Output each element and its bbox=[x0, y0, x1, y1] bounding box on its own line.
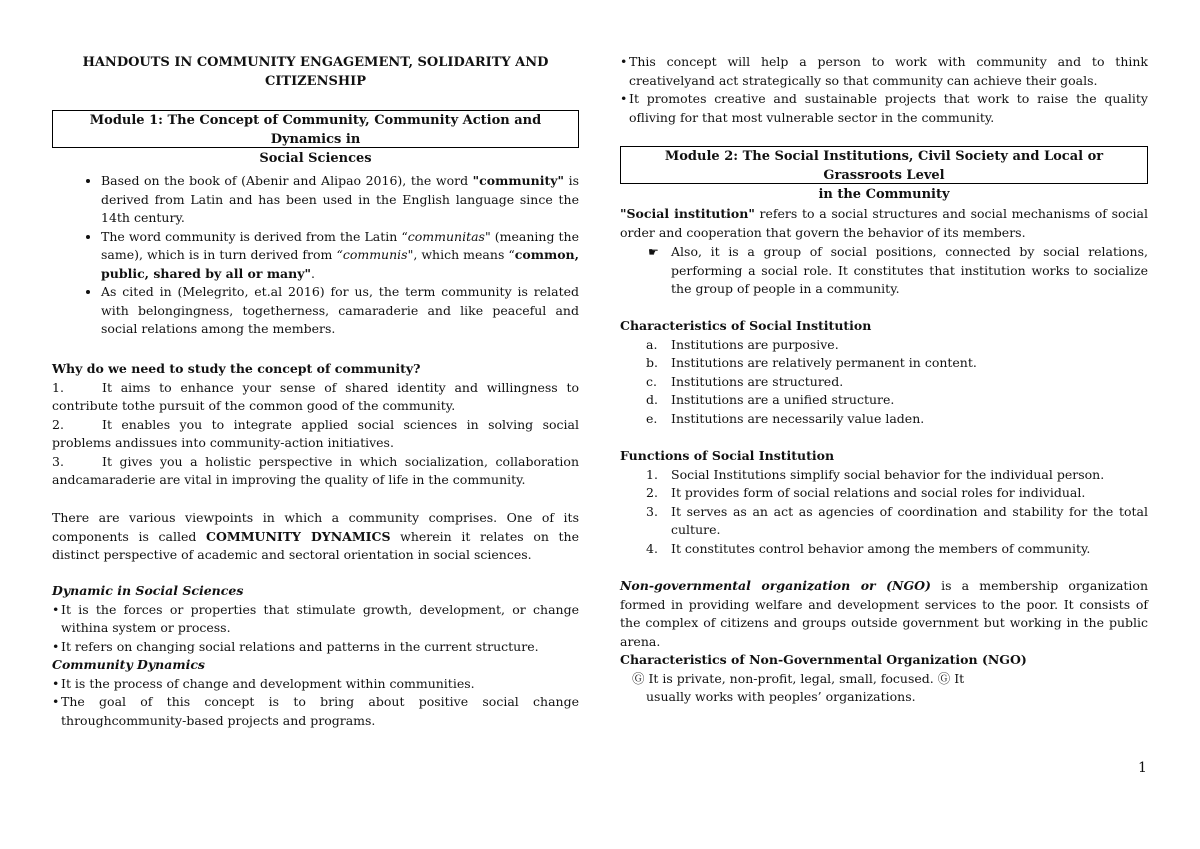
list-item: • The word community is derived from the Latin “communitas" (meaning the same), which is in turn derived from “communis", which means “common, public, shared by all or many". bbox=[101, 228, 579, 284]
ngo-characteristics-line: Ⓖ It is private, non-profit, legal, small, focused. Ⓖ It bbox=[632, 670, 965, 686]
list-item: c. Institutions are structured. bbox=[646, 373, 844, 389]
ngo-definition: Non-governmental organization or (NGO) is a membership organization formed in providing welfare and development services to the poor. It consists of the complex of citizens and groups outside government but working in the public arena. bbox=[620, 578, 1148, 649]
list-item: • It is the process of change and development within communities. bbox=[52, 675, 475, 691]
document-title bbox=[52, 53, 579, 91]
characteristics-section bbox=[620, 317, 1148, 428]
list-item: 3. It gives you a holistic perspective in which socialization, collaboration andcamaraderie are vital in improving the quality of life in the community. bbox=[52, 453, 579, 487]
list-item: • As cited in (Melegrito, et.al 2016) for us, the term community is related with belongingness, togetherness, camaraderie and like peaceful and social relations among the members. bbox=[101, 283, 579, 339]
list-item: 2. It enables you to integrate applied social sciences in solving social problems andissues into community-action initiatives. bbox=[52, 416, 579, 450]
ngo-characteristics-line: usually works with peoples’ organizations. bbox=[646, 689, 916, 704]
module-1-title-line-2: Social Sciences bbox=[259, 151, 372, 166]
list-item: b. Institutions are relatively permanent in content. bbox=[646, 355, 977, 370]
dynamics-section bbox=[52, 582, 579, 730]
module-2-title-line-1: Module 2: The Social Institutions, Civil Society and Local or Grassroots Level bbox=[664, 149, 1104, 183]
list-item: 1. It aims to enhance your sense of shared identity and willingness to contribute tothe pursuit of the common good of the community. bbox=[52, 379, 579, 413]
section-heading: Dynamic in Social Sciences bbox=[52, 583, 244, 598]
list-item: 2. It provides form of social relations and social roles for individual. bbox=[646, 485, 1086, 500]
list-item: • It is the forces or properties that stimulate growth, development, or change withina system or process. bbox=[52, 601, 579, 635]
section-heading: Community Dynamics bbox=[52, 657, 205, 672]
concept-benefits-list bbox=[620, 53, 1148, 127]
list-item: • Based on the book of (Abenir and Alipao 2016), the word "community" is derived from Latin and has been used in the English language since the 14th century. bbox=[101, 172, 579, 228]
list-item: • It promotes creative and sustainable projects that work to raise the quality ofliving for that most vulnerable sector in the community. bbox=[620, 91, 1148, 125]
why-study-section bbox=[52, 360, 579, 490]
ngo-characteristics-section bbox=[620, 651, 1148, 707]
module-1-box bbox=[52, 110, 579, 166]
list-item: 4. It constitutes control behavior among the members of community. bbox=[646, 540, 1091, 556]
section-heading: Functions of Social Institution bbox=[620, 448, 835, 463]
list-item: 3. It serves as an act as agencies of coordination and stability for the total culture. bbox=[646, 503, 1148, 537]
list-item: • This concept will help a person to work with community and to think creativelyand act strategically so that community can achieve their goals. bbox=[620, 54, 1148, 88]
section-heading: Characteristics of Non-Governmental Organization (NGO) bbox=[620, 652, 1027, 667]
page-number: 1 bbox=[1138, 760, 1147, 776]
globe-icon: Ⓖ bbox=[632, 670, 645, 686]
list-item: • It refers on changing social relations and patterns in the current structure. bbox=[52, 638, 539, 654]
section-heading: Why do we need to study the concept of community? bbox=[52, 361, 421, 376]
module-2-box bbox=[620, 146, 1148, 202]
social-institution-definition: "Social institution" refers to a social structures and social mechanisms of social order and cooperation that govern the behavior of its members. bbox=[620, 206, 1148, 240]
globe-icon: Ⓖ bbox=[937, 670, 951, 686]
list-item: 1. Social Institutions simplify social behavior for the individual person. bbox=[646, 466, 1105, 482]
list-item: d. Institutions are a unified structure. bbox=[646, 392, 895, 407]
title-line-1: HANDOUTS IN COMMUNITY ENGAGEMENT, SOLIDARITY AND bbox=[82, 55, 549, 70]
list-item: e. Institutions are necessarily value laden. bbox=[646, 410, 925, 426]
module-1-title-line-1: Module 1: The Concept of Community, Community Action and Dynamics in bbox=[89, 113, 542, 147]
viewpoints-paragraph: There are various viewpoints in which a community comprises. One of its components is called COMMUNITY DYNAMICS wherein it relates on the distinct perspective of academic and sectoral orientation in social sciences. bbox=[52, 510, 580, 562]
module-2-title-line-2: in the Community bbox=[818, 187, 950, 202]
section-heading: Characteristics of Social Institution bbox=[620, 318, 872, 333]
functions-section bbox=[620, 447, 1148, 558]
title-line-2: CITIZENSHIP bbox=[265, 74, 366, 89]
list-item: a. Institutions are purposive. bbox=[646, 336, 839, 352]
community-definition-list bbox=[52, 172, 579, 339]
pointing-hand-icon: ☛ bbox=[648, 245, 659, 259]
social-institution-note: ☛ Also, it is a group of social positions, connected by social relations, performing a social role. It constitutes that institution works to socialize the group of people in a community. bbox=[648, 244, 1148, 296]
list-item: • The goal of this concept is to bring about positive social change throughcommunity-based projects and programs. bbox=[52, 694, 579, 728]
